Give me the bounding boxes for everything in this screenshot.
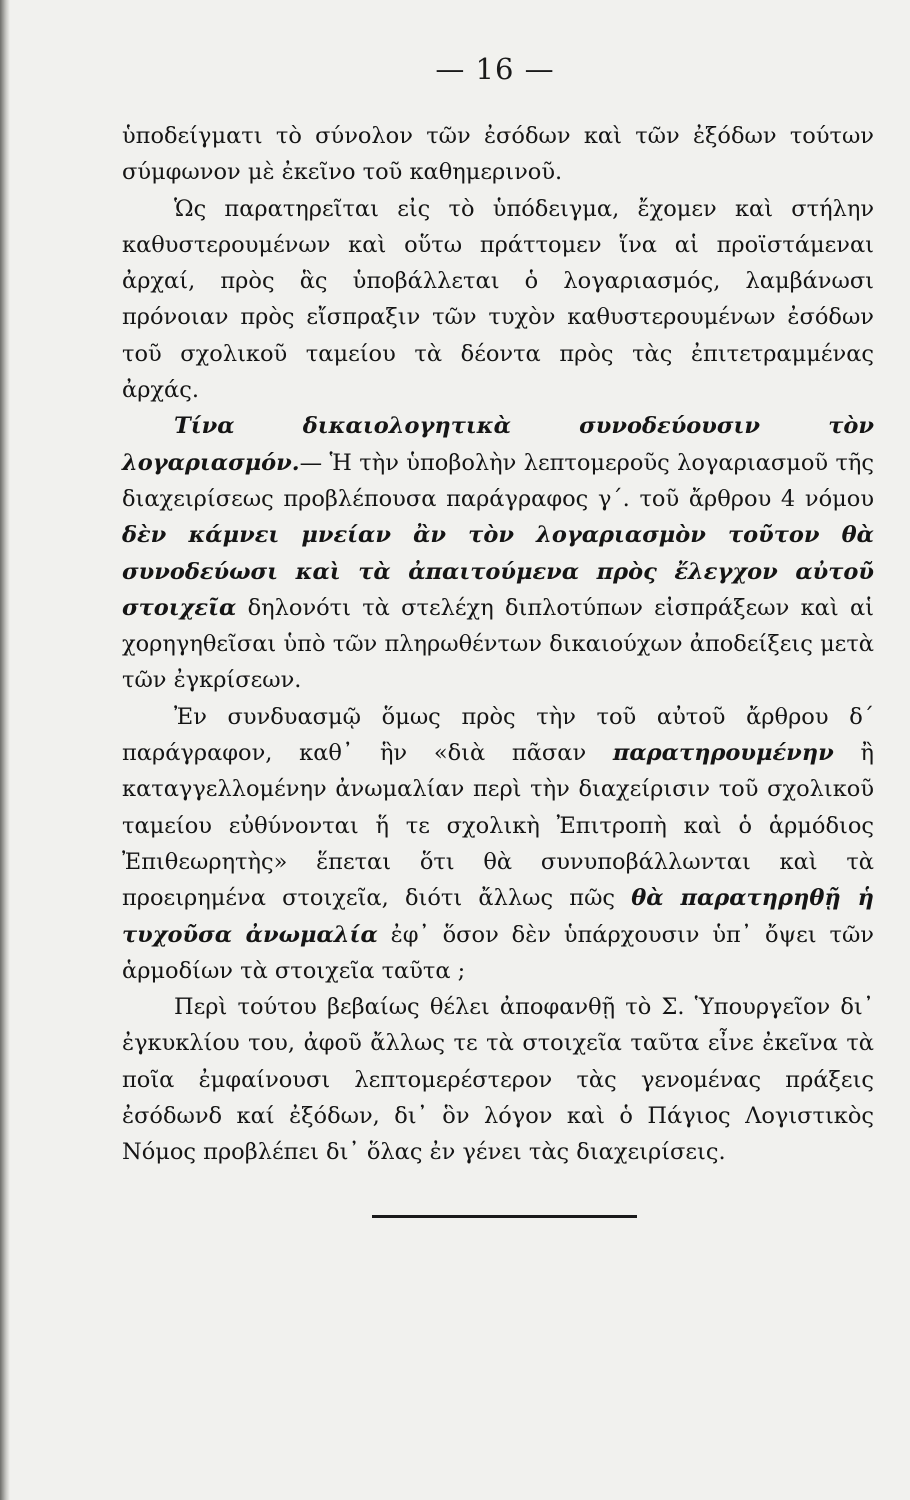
page-number: — 16 — [435, 52, 555, 86]
paragraph-3-text-c: δηλονότι τὰ στελέχη διπλοτύπων εἰσπράξεων καὶ αἱ χορηγηθεῖσαι ὑπὸ τῶν πληρωθέντων δικαιούχων ἀποδείξεις μετὰ τῶν ἐγκρίσεων. [122, 594, 874, 694]
paragraph-4-emphasis-2: θὰ παρατηρηθῇ ἡ τυχοῦσα ἀνωμαλία [122, 885, 874, 948]
paragraph-2: Ὡς παρατηρεῖται εἰς τὸ ὑπόδειγμα, ἔχομεν καὶ στήλην καθυστερουμένων καὶ οὕτω πράττομεν ἵνα αἱ προϊστάμεναι ἀρχαί, πρὸς ἃς ὑποβάλλεται ὁ λογαριασμός, λαμβάνωσι πρόνοιαν πρὸς εἴσπραξιν τῶν τυχὸν καθυστερουμένων ἐσόδων τοῦ σχολικοῦ ταμείου τὰ δέοντα πρὸς τὰς ἐπιτετραμμένας ἀρχάς. [122, 195, 874, 404]
paragraph-4-text-c: ἢ καταγγελλομένην ἀνωμαλίαν περὶ τὴν διαχείρισιν τοῦ σχολικοῦ ταμείου εὐθύνονται ἥ τε σχολικὴ Ἐπιτροπὴ καὶ ὁ ἁρμόδιος Ἐπιθεωρητὴς» ἕπεται ὅτι θὰ συνυποβάλλωνται καὶ τὰ προειρημένα στοιχεῖα, διότι ἄλλως πῶς [122, 740, 874, 912]
paragraph-4-emphasis-1: παρατηρουμένην [612, 740, 834, 767]
paragraph-3-emphasis: δὲν κάμνει μνείαν ἂν τὸν λογαριασμὸν τοῦτον θὰ συνοδεύωσι καὶ τὰ ἀπαιτούμενα πρὸς ἔλεγχον αὐτοῦ στοιχεῖα [122, 522, 874, 621]
paragraph-4-text-a: Ἐν συνδυασμῷ ὅμως πρὸς τὴν τοῦ αὐτοῦ ἄρθρου δ΄ παράγραφον, καθ᾿ ἣν «διὰ πᾶσαν [122, 703, 874, 767]
end-rule-divider [372, 1215, 637, 1218]
paragraph-5: Περὶ τούτου βεβαίως θέλει ἀποφανθῇ τὸ Σ. Ὑπουργεῖον δι᾿ ἐγκυκλίου του, ἀφοῦ ἄλλως τε τὰ στοιχεῖα ταῦτα εἶνε ἐκεῖνα τὰ ποῖα ἐμφαίνουσι λεπτομερέστερον τὰς γενομένας πράξεις ἐσόδωνδ καί ἐξόδων, δι᾿ ὃν λόγον καὶ ὁ Πάγιος Λογιστικὸς Νόμος προβλέπει δι᾿ ὅλας ἐν γένει τὰς διαχειρίσεις. [122, 994, 874, 1166]
paragraph-3 [122, 408, 874, 698]
paragraph-4 [122, 699, 874, 989]
paragraph-3-text-a: — Ἡ τὴν ὑποβολὴν λεπτομεροῦς λογαριασμοῦ τῆς διαχειρίσεως προβλέπουσα παράγραφος γ΄. τοῦ ἄρθρου 4 νόμου [122, 449, 874, 512]
paragraph-4-text-e: ἐφ᾿ ὅσον δὲν ὑπάρχουσιν ὑπ᾿ ὄψει τῶν ἁρμοδίων τὰ στοιχεῖα ταῦτα ; [122, 921, 874, 984]
section-heading: Τίνα δικαιολογητικὰ συνοδεύουσιν τὸν λογαριασμόν. [122, 413, 874, 476]
body-text [122, 118, 874, 1171]
page-edge-shadow [0, 0, 10, 1500]
paragraph-1: ὑποδείγματι τὸ σύνολον τῶν ἐσόδων καὶ τῶν ἐξόδων τούτων σύμφωνον μὲ ἐκεῖνο τοῦ καθημερινοῦ. [122, 123, 874, 186]
